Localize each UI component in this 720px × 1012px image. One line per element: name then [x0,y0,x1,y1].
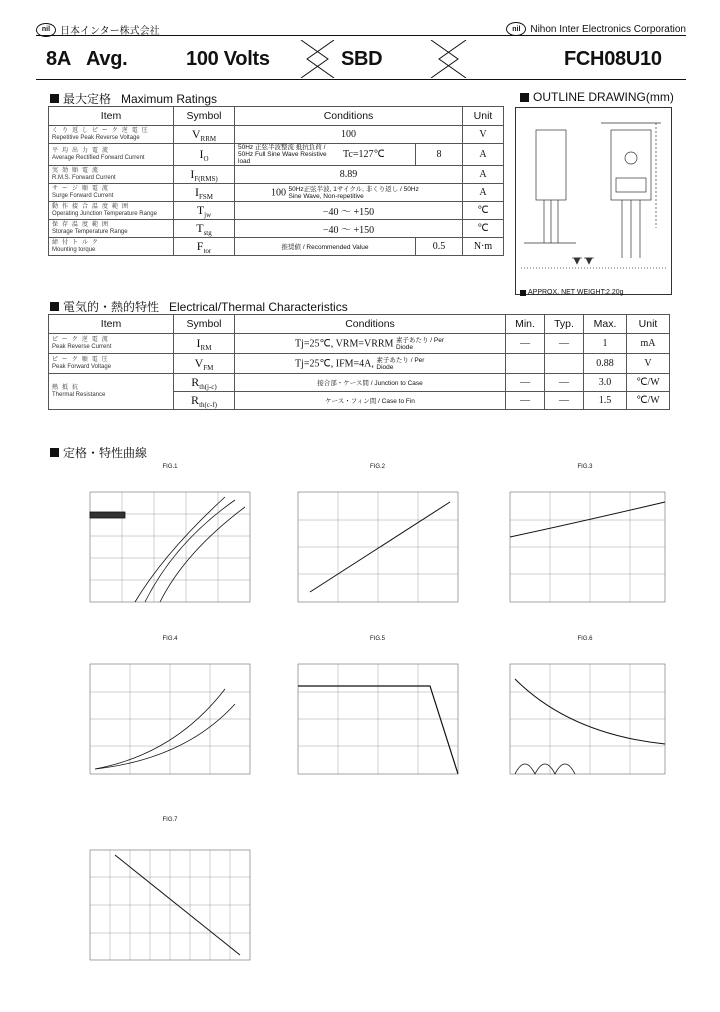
table-row [49,374,670,392]
symbol-cell: $T_{jw}$ [174,202,235,220]
typ-cell: — [545,334,584,354]
fig-1-plot [85,462,255,612]
unit-cell: N·m [463,238,504,256]
table-row [49,334,670,354]
outline-drawing [515,107,672,295]
symbol-cell: $R_{th(j-c)}$ [174,374,235,392]
outline-title-text: OUTLINE DRAWING(mm) [533,90,674,104]
banner-voltage: 100 Volts [186,48,270,70]
banner-part-number: FCH08U10 [564,48,662,70]
table-row [49,144,504,166]
conditions-cell: Tj=25℃, VRM=VRRM 素子あたり / Per Diode [235,334,506,354]
col-item: Item [49,107,174,126]
item-cell: 動作接合温度範囲 Operating Junction Temperature Range [49,202,174,220]
fig-4-plot [85,634,255,784]
conditions-cell: 50Hz 正弦半波整流 抵抗負荷 / 50Hz Full Sine Wave Resistive loadTc=127℃ [235,144,416,166]
unit-cell: V [463,126,504,144]
item-cell: くり返しピーク逆電圧 Repetitive Peak Reverse Voltage [49,126,174,144]
min-cell: — [506,392,545,410]
elec-title-jp: 電気的・熱的特性 [63,300,160,314]
fig-3-plot [500,462,670,612]
fig-3 [500,462,670,612]
section-bullet-icon [520,93,529,102]
table-row [49,166,504,184]
fig-7-plot [85,815,255,970]
company-logo-icon: nil [506,22,526,36]
unit-cell: ℃/W [627,374,670,392]
table-header-row [49,107,504,126]
unit-cell: ℃ [463,220,504,238]
banner-avg: Avg. [86,48,128,70]
table-row [49,184,504,202]
fig-7 [85,815,255,970]
top-rule [36,35,686,36]
symbol-cell: $I_O$ [174,144,235,166]
item-cell: ピーク逆電流 Peak Reverse Current [49,334,174,354]
conditions-cell: ケース・フィン間 / Case to Fin [235,392,506,410]
title-banner [36,40,686,78]
symbol-cell: $F_{tor}$ [174,238,235,256]
table-row [49,354,670,374]
typ-cell: — [545,392,584,410]
outline-title [520,90,674,104]
min-cell [506,354,545,374]
conditions-cell: 接合部・ケース間 / Junction to Case [235,374,506,392]
conditions-cell: 100 [235,126,463,144]
symbol-cell: $I_{F(RMS)}$ [174,166,235,184]
unit-cell: A [463,144,504,166]
fig-6-label: FIG.6 [577,636,593,642]
col-conditions: Conditions [235,315,506,334]
outline-weight [520,289,624,296]
item-cell: 保存温度範囲 Storage Temperature Range [49,220,174,238]
conditions-cell: Tj=25℃, IFM=4A, 素子あたり / Per Diode [235,354,506,374]
typ-cell [545,354,584,374]
fig-1-label: FIG.1 [162,464,178,470]
unit-cell: ℃ [463,202,504,220]
value-cell: 0.5 [416,238,463,256]
unit-cell: A [463,184,504,202]
banner-type: SBD [341,48,383,70]
package-drawing [516,108,671,294]
fig-5-plot [290,634,465,784]
max-cell: 3.0 [584,374,627,392]
col-unit: Unit [463,107,504,126]
unit-cell: mA [627,334,670,354]
table-row [49,126,504,144]
item-cell: サージ順電流 Surge Forward Current [49,184,174,202]
symbol-cell: $V_{FM}$ [174,354,235,374]
col-item: Item [49,315,174,334]
fig-6-plot [500,634,670,784]
unit-cell: ℃/W [627,392,670,410]
curves-title [50,444,147,461]
max-ratings-title [50,90,217,107]
col-symbol: Symbol [174,107,235,126]
typ-cell: — [545,374,584,392]
item-cell: 実効順電流 R.M.S. Forward Current [49,166,174,184]
section-bullet-icon [50,94,59,103]
fig-5-label: FIG.5 [369,636,385,642]
company-logo-icon: nil [36,23,56,37]
weight-bullet-icon [520,290,526,296]
banner-current: 8A [46,48,71,70]
right-brand-text: Nihon Inter Electronics Corporation [530,23,686,35]
left-brand-text: 日本インター株式会社 [60,26,160,37]
section-bullet-icon [50,302,59,311]
max-cell: 0.88 [584,354,627,374]
fig-2-label: FIG.2 [369,464,385,470]
col-conditions: Conditions [235,107,463,126]
outline-weight-text: APPROX. NET WEIGHT:2.20g [528,289,624,296]
elec-title-en: Electrical/Thermal Characteristics [169,299,348,314]
col-max: Max. [584,315,627,334]
table-row [49,238,504,256]
col-unit: Unit [627,315,670,334]
table-row [49,202,504,220]
max-ratings-title-en: Maximum Ratings [121,91,218,106]
symbol-cell: $R_{th(c-f)}$ [174,392,235,410]
col-typ: Typ. [545,315,584,334]
symbol-cell: $I_{FSM}$ [174,184,235,202]
fig-6 [500,634,670,784]
table-row [49,220,504,238]
col-symbol: Symbol [174,315,235,334]
max-ratings-title-jp: 最大定格 [63,92,112,106]
fig-2-plot [290,462,465,612]
section-bullet-icon [50,448,59,457]
fig-4 [85,634,255,784]
min-cell: — [506,374,545,392]
fig-2 [290,462,465,612]
item-cell: 平均出力電流 Average Rectified Forward Current [49,144,174,166]
min-cell: — [506,334,545,354]
unit-cell: V [627,354,670,374]
banner-bottom-rule [36,79,686,80]
elec-table [48,314,670,410]
symbol-cell: $I_{RM}$ [174,334,235,354]
fig-5 [290,634,465,784]
item-cell: 締付トルク Mounting torque [49,238,174,256]
fig-1 [85,462,255,612]
conditions-cell: 8.89 [235,166,463,184]
fig-3-label: FIG.3 [577,464,593,470]
elec-title [50,298,348,315]
conditions-cell: 100 50Hz正弦半波, 1サイクル, 非くり返し / 50Hz Sine Wave, Non-repetitive [235,184,463,202]
unit-cell: A [463,166,504,184]
col-min: Min. [506,315,545,334]
conditions-cell: −40 〜 +150 [235,220,463,238]
fig-4-label: FIG.4 [162,636,178,642]
conditions-cell: 推奨値 / Recommended Value [235,238,416,256]
right-brand [506,22,686,36]
conditions-cell: −40 〜 +150 [235,202,463,220]
item-cell: 熱抵抗 Thermal Resistance [49,374,174,410]
symbol-cell: $T_{stg}$ [174,220,235,238]
max-cell: 1.5 [584,392,627,410]
fig-7-label: FIG.7 [162,817,178,823]
table-header-row [49,315,670,334]
max-cell: 1 [584,334,627,354]
item-cell: ピーク順電圧 Peak Forward Voltage [49,354,174,374]
max-ratings-table [48,106,504,256]
symbol-cell: $V_{RRM}$ [174,126,235,144]
value-cell: 8 [416,144,463,166]
curves-title-text: 定格・特性曲線 [63,446,148,460]
